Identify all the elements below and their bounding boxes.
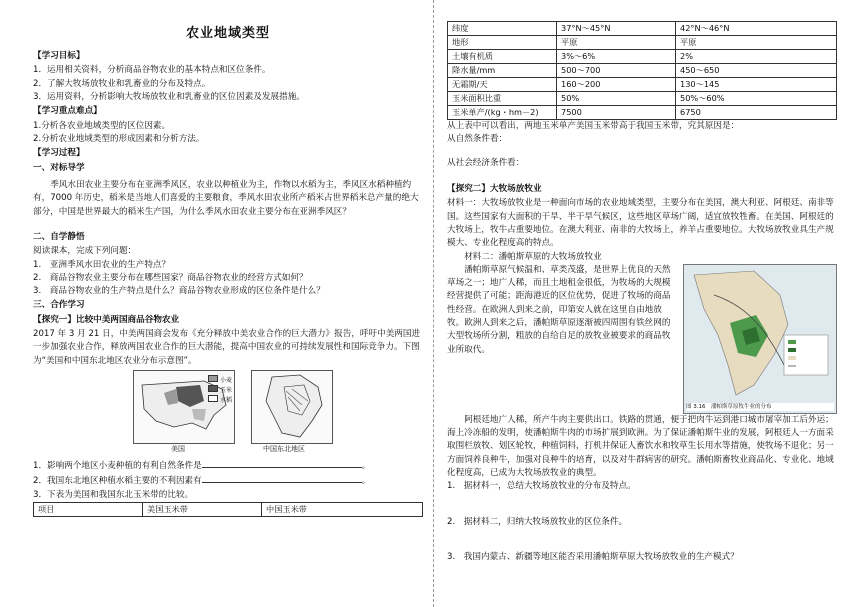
key-points-heading: 【学习重点难点】	[33, 106, 102, 117]
section2-heading: 二、自学静悟	[33, 231, 85, 242]
table-cell: 50%	[557, 92, 676, 106]
table-row	[448, 106, 837, 120]
objective-item: 2．了解大牧场放牧业和乳畜业的分布及特点。	[33, 78, 211, 89]
table-cell: 玉米面积比重	[448, 92, 557, 106]
legend-corn: 玉米	[208, 385, 232, 395]
answer-blank[interactable]	[202, 458, 362, 468]
explore1-question: 3．下表为美国和我国东北玉米带的比较。	[33, 489, 194, 500]
table-cell: 纬度	[448, 22, 557, 36]
table-cell: 6750	[676, 106, 837, 120]
explore2-material1: 材料一：大牧场放牧业是一种面向市场的农业地域类型，主要分布在美国，澳大利亚、阿根廷、南非等国。这些国家有大面积的干旱、半干旱气候区，这些地区草场广阔，适宜放牧牲畜。在美国、阿根廷的大牧场上，牧牛占重要地位。在澳大利亚、南非的大牧场上，养羊占重要地位。大牧场放牧业具生产规模大、专业化程度高的特点。	[447, 198, 834, 249]
explore2-material2-paragraph-b: 阿根廷地广人稀，所产牛肉主要供出口。铁路的贯通，便于把肉牛运到港口城市屠宰加工后外运；海上冷冻船的发明，使潘帕斯牛肉的市场扩展到欧洲。为了保证潘帕斯牛业的发展，阿根廷人一方面采取围栏放牧、划区轮牧，种植饲料，打机井保证人畜饮水和牧草生长用水等措施，使牧场不退化；另一方面饲养良种牛，加强对良种牛的培育，以及对牛群病害的研究。潘帕斯畜牧业商品化、专业化、地域化程度高，已成为大牧场放牧业的典型。	[447, 414, 834, 479]
table-row	[448, 78, 837, 92]
answer-space[interactable]	[447, 529, 837, 551]
explore2-material2-paragraph-a: 潘帕斯草原气候温和、草类茂盛，是世界上优良的天然草场之一；地广人稀，而且土地租金很低，为牧场的大规模经营提供了可能；距海港近的区位优势，促进了牧场的商品性经营。在欧洲人到来之前，印第安人就在这里自由地放牧。欧洲人到来之后，潘帕斯草原逐渐被四周围有铁丝网的大型牧场所分割，粗放的自给自足的放牧业被要求的商品牧业所取代。	[447, 264, 671, 355]
table-row	[448, 36, 837, 50]
section1-paragraph: 季风水田农业主要分布在亚洲季风区，农业以种植业为主，作物以水稻为主，季风区水稻种植约有，7000 年历史，稻米是当地人们喜爱的主要粮食，季风水田农业所产稻米占世界稻米总产量的绝大部分，中国是世界最大的稻米生产国，为什么季风水田农业主要分布在亚洲季风区？	[33, 179, 419, 217]
material2-block	[447, 264, 837, 481]
objective-item: 1．运用相关资料，分析商品谷物农业的基本特点和区位条件。	[33, 65, 271, 76]
china-map-shape	[252, 371, 332, 443]
table-cell: 无霜期/天	[448, 78, 557, 92]
section2-question: 1. 亚洲季风水田农业的生产特点？	[33, 259, 171, 270]
table-cell: 130～145	[676, 78, 837, 92]
table-row	[448, 92, 837, 106]
table-cell: 玉米单产/(kg・hm－2)	[448, 106, 557, 120]
explore2-question: 3. 我国内蒙古、新疆等地区能否采用潘帕斯草原大牧场放牧业的生产模式？	[447, 552, 739, 562]
section3-heading: 三、合作学习	[33, 300, 85, 311]
left-column	[33, 0, 423, 607]
answer-space[interactable]	[447, 494, 837, 516]
table-row	[448, 64, 837, 78]
table-cell: 37°N～45°N	[557, 22, 676, 36]
legend-wheat: 小麦	[208, 375, 232, 385]
table-row	[448, 22, 837, 36]
usa-map	[133, 370, 235, 444]
table-cell: 7500	[557, 106, 676, 120]
table-row	[448, 50, 837, 64]
usa-map-label: 美国	[171, 445, 185, 454]
table-header-cell: 美国玉米带	[143, 502, 262, 516]
explore2-material2-heading: 材料二：潘帕斯草原的大牧场放牧业	[464, 251, 602, 262]
table-row	[34, 502, 423, 516]
comparison-table-header	[33, 502, 423, 517]
section2-intro: 阅读课本，完成下列问题：	[33, 246, 137, 257]
table-cell: 500～700	[557, 64, 676, 78]
table-header-cell: 中国玉米带	[262, 502, 423, 516]
table-followup-natural: 从自然条件看：	[447, 134, 508, 145]
map-legend	[208, 375, 232, 405]
table-cell: 土壤有机质	[448, 50, 557, 64]
legend-rice: 水稻	[208, 395, 232, 405]
explore2-heading: 【探究二】大牧场放牧业	[447, 183, 542, 194]
explore1-heading: 【探究一】比较中美两国商品谷物农业	[33, 314, 180, 325]
objective-item: 3．运用资料，分析影响大牧场放牧业和乳畜业的区位因素及发展措施。	[33, 92, 305, 103]
right-column	[447, 0, 837, 607]
pampas-map	[683, 264, 837, 414]
table-followup: 从上表中可以看出，两地玉米单产美国玉米带高于我国玉米带，究其原因是：	[447, 121, 740, 131]
china-northeast-map	[251, 370, 333, 444]
table-cell: 450～650	[676, 64, 837, 78]
pampas-map-shape	[684, 265, 836, 399]
section2-question: 2. 商品谷物农业主要分布在哪些国家？商品谷物农业的经营方式如何？	[33, 272, 308, 283]
comparison-table-body	[447, 21, 837, 120]
table-cell: 平原	[676, 36, 837, 50]
explore1-question: 1．影响两个地区小麦种植的有利自然条件是 。	[33, 458, 423, 473]
explore2-question: 1. 据材料一，总结大牧场放牧业的分布及特点。	[447, 481, 636, 492]
figure-usa-china	[33, 370, 423, 458]
pampas-map-caption: 图 3.16 潘帕斯草原牧牛业的分布	[686, 403, 834, 411]
table-cell: 2%	[676, 50, 837, 64]
explore2-question: 2. 据材料二，归纳大牧场放牧业的区位条件。	[447, 516, 628, 527]
table-cell: 42°N～46°N	[676, 22, 837, 36]
table-cell: 50%～60%	[676, 92, 837, 106]
explore1-question: 2．我国东北地区种植水稻主要的不利因素有 。	[33, 473, 423, 488]
china-map-label: 中国东北地区	[263, 445, 305, 454]
objectives-heading: 【学习目标】	[33, 51, 85, 62]
table-header-cell: 项目	[34, 502, 143, 516]
table-followup-social: 从社会经济条件看：	[447, 157, 525, 168]
fold-line	[433, 0, 434, 607]
table-cell: 160～200	[557, 78, 676, 92]
explore1-paragraph: 2017 年 3 月 21 日，中美两国商会发布《充分释放中美农业合作的巨大潜力》报告，呼吁中美两国进一步加强农业合作，释放两国农业合作的巨大潜能，提高中国农业的可持续发展性和国际竞争力。下图为“美国和中国东北地区农业分布示意图”。	[33, 329, 421, 366]
table-cell: 平原	[557, 36, 676, 50]
table-cell: 3%～6%	[557, 50, 676, 64]
key-point-item: 1.分析各农业地域类型的区位因素。	[33, 120, 171, 131]
page-title: 农业地域类型	[185, 26, 270, 41]
table-cell: 降水量/mm	[448, 64, 557, 78]
process-heading: 【学习过程】	[33, 148, 85, 159]
section2-question: 3. 商品谷物农业的生产特点是什么？商品谷物农业形成的区位条件是什么？	[33, 286, 325, 297]
key-point-item: 2.分析农业地域类型的形成因素和分析方法。	[33, 134, 205, 145]
table-cell: 地形	[448, 36, 557, 50]
answer-blank[interactable]	[202, 473, 362, 483]
section1-heading: 一、对标导学	[33, 162, 85, 173]
